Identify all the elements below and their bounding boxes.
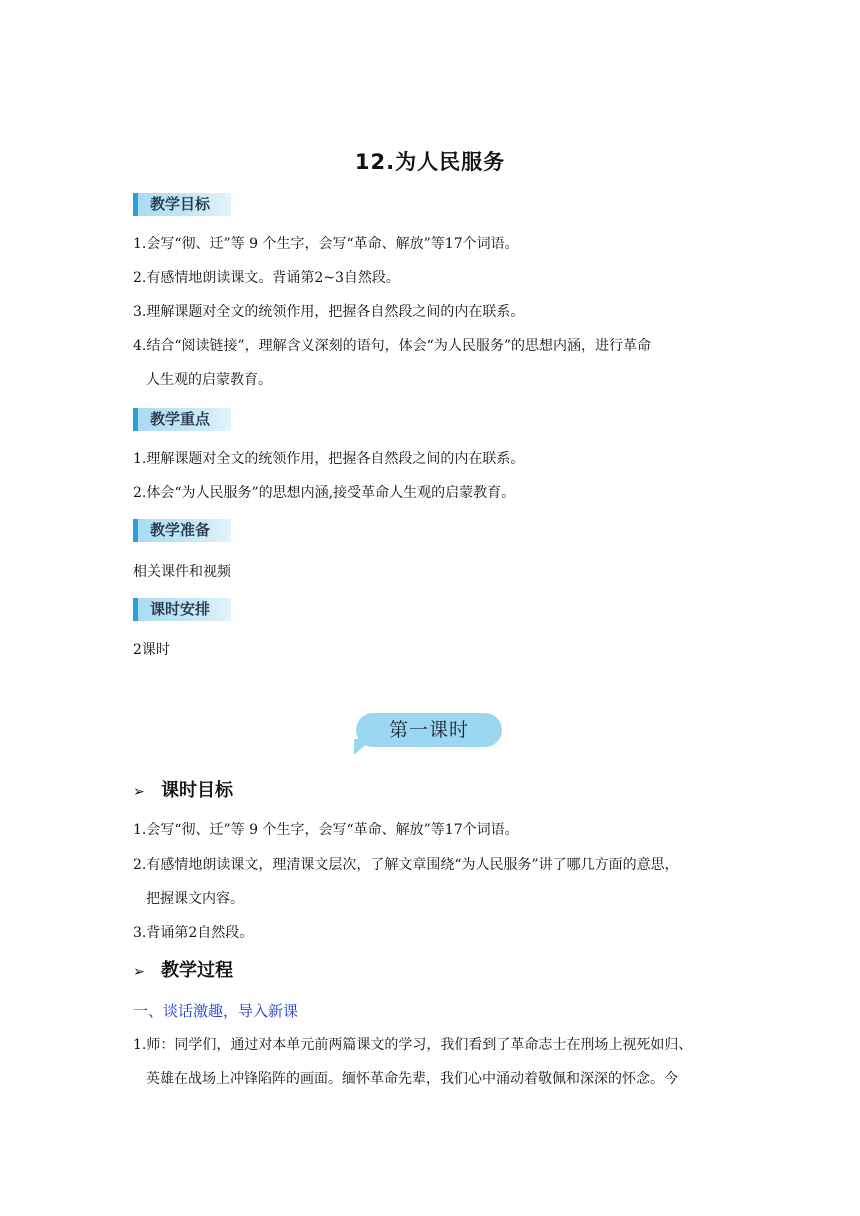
section-tag-key-points: 教学重点 xyxy=(133,408,231,431)
arrow-bullet-icon: ➢ xyxy=(133,784,145,800)
process-line: 1.师：同学们，通过对本单元前两篇课文的学习，我们看到了革命志士在刑场上视死如归、 xyxy=(133,1037,693,1053)
process-heading xyxy=(133,959,233,984)
goal-line: 4.结合“阅读链接”，理解含义深刻的语句，体会“为人民服务”的思想内涵，进行革命 xyxy=(133,338,651,354)
goal-line: 人生观的启蒙教育。 xyxy=(146,372,272,388)
key-point-line: 2.体会“为人民服务”的思想内涵,接受革命人生观的启蒙教育。 xyxy=(133,485,516,501)
section-tag-goals: 教学目标 xyxy=(133,193,231,216)
lesson-badge-label: 第一课时 xyxy=(356,713,502,747)
goal-line: 3.理解课题对全文的统领作用，把握各自然段之间的内在联系。 xyxy=(133,304,525,320)
arrow-bullet-icon: ➢ xyxy=(133,964,145,980)
process-heading-text: 教学过程 xyxy=(161,960,233,981)
objective-line: 1.会写“彻、迁”等 9 个生字，会写“革命、解放”等17个词语。 xyxy=(133,822,519,838)
schedule-text: 2课时 xyxy=(133,642,170,658)
objectives-heading xyxy=(133,779,233,804)
process-line: 英雄在战场上冲锋陷阵的画面。缅怀革命先辈，我们心中涌动着敬佩和深深的怀念。今 xyxy=(146,1071,678,1087)
objectives-heading-text: 课时目标 xyxy=(161,780,233,801)
section-tag-schedule: 课时安排 xyxy=(133,598,231,621)
objective-line: 2.有感情地朗读课文，理清课文层次，了解文章围绕“为人民服务”讲了哪几方面的意思， xyxy=(133,857,679,873)
process-subheading: 一、谈话激趣，导入新课 xyxy=(133,1002,299,1020)
goal-line: 1.会写“彻、迁”等 9 个生字，会写“革命、解放”等17个词语。 xyxy=(133,236,519,252)
objective-line: 把握课文内容。 xyxy=(146,891,244,907)
page-title: 12.为人民服务 xyxy=(354,150,506,174)
key-point-line: 1.理解课题对全文的统领作用，把握各自然段之间的内在联系。 xyxy=(133,451,525,467)
lesson-badge xyxy=(352,713,504,757)
goal-line: 2.有感情地朗读课文。背诵第2~3自然段。 xyxy=(133,270,400,286)
objective-line: 3.背诵第2自然段。 xyxy=(133,925,254,941)
section-tag-preparation: 教学准备 xyxy=(133,519,231,542)
preparation-text: 相关课件和视频 xyxy=(133,564,231,580)
